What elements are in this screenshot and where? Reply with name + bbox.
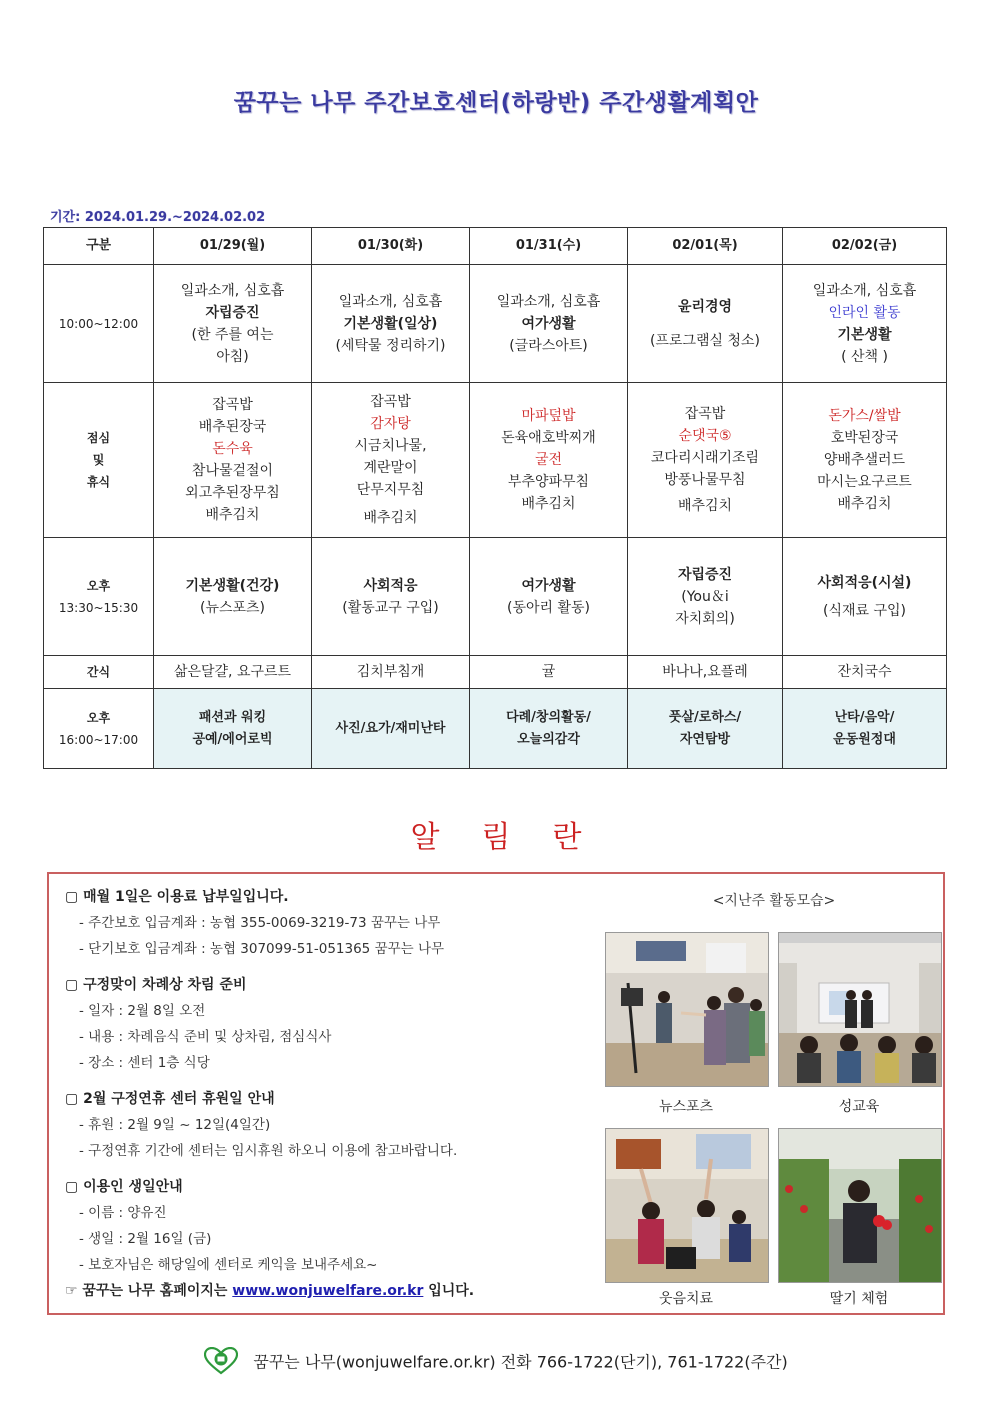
cell-line: 다례/창의활동/ — [506, 709, 591, 725]
snack-fri: 잔치국수 — [783, 656, 947, 689]
cell-line: 기본생활 — [837, 326, 892, 343]
cell-line: (You＆i — [681, 588, 729, 605]
page-title: 꿈꾸는 나무 주간보호센터(하랑반) 주간생활계획안 — [233, 90, 759, 116]
cell-line: 난타/음악/ — [834, 709, 895, 725]
notice-section — [65, 972, 605, 1076]
cell-line: 사회적응 — [363, 577, 418, 594]
cell-line: (활동교구 구입) — [342, 599, 439, 616]
notice-item: - 휴원 : 2월 9일 ~ 12일(4일간) — [79, 1117, 271, 1133]
lunch-mon — [154, 383, 312, 538]
photo-caption: 성교육 — [838, 1099, 880, 1115]
cell-line: ( 산책 ) — [841, 348, 888, 365]
cell-line: 마시는요구르트 — [817, 474, 912, 490]
header-thu: 02/01(목) — [628, 228, 783, 265]
cell-line: 코다리시래기조림 — [650, 450, 760, 466]
cell-line: 방풍나물무침 — [664, 472, 746, 488]
lunch-wed — [470, 383, 628, 538]
cell-line: 일과소개, 심호흡 — [338, 293, 443, 310]
afternoon2-thu — [628, 689, 783, 769]
cell-line: 공예/에어로빅 — [192, 731, 273, 747]
cell-line: 기본생활(일상) — [343, 315, 438, 332]
cell-line: 잡곡밥 — [212, 397, 253, 413]
afternoon1-label — [44, 538, 154, 656]
cell-line: (식재료 구입) — [823, 602, 906, 619]
homepage-suffix: 입니다. — [428, 1283, 475, 1299]
lunch-fri — [783, 383, 947, 538]
notice-item: - 보호자님은 해당일에 센터로 케익을 보내주세요~ — [79, 1257, 378, 1273]
cell-line: (프로그램실 청소) — [649, 332, 761, 349]
header-fri: 02/02(금) — [783, 228, 947, 265]
notice-heading: ▢ 매월 1일은 이용료 납부일입니다. — [65, 889, 289, 905]
header-wed: 01/31(수) — [470, 228, 628, 265]
photo-caption: 딸기 체험 — [829, 1291, 889, 1307]
homepage-prefix: ☞ 꿈꾸는 나무 홈페이지는 — [65, 1283, 228, 1299]
cell-line: 외고추된장무침 — [185, 485, 280, 501]
notice-section — [65, 884, 605, 962]
cell-line: 풋살/로하스/ — [668, 709, 742, 725]
cell-line: 13:30~15:30 — [58, 600, 139, 615]
cell-line: 기본생활(건강) — [185, 577, 280, 594]
afternoon2-row — [44, 689, 947, 769]
notice-item: - 일자 : 2월 8일 오전 — [79, 1003, 206, 1019]
photo-caption: 뉴스포츠 — [658, 1099, 714, 1115]
footer-text: 꿈꾸는 나무(wonjuwelfare.or.kr) 전화 766-1722(단기), 761-1722(주간) — [253, 1352, 788, 1372]
cell-line: 일과소개, 심호흡 — [496, 293, 601, 310]
snack-row — [44, 656, 947, 689]
cell-line: 사회적응(시설) — [817, 574, 912, 591]
cell-line: 운동원정대 — [833, 731, 896, 747]
homepage-line — [65, 1278, 605, 1304]
photo-strawberry — [778, 1128, 942, 1283]
cell-line: 배추된장국 — [198, 419, 267, 435]
header-mon: 01/29(월) — [154, 228, 312, 265]
cell-line: 부추양파무침 — [507, 474, 590, 490]
cell-line: 윤리경영 — [677, 298, 733, 315]
morning-fri — [783, 265, 947, 383]
photo-laughter — [605, 1128, 769, 1283]
notice-section — [65, 1086, 605, 1164]
cell-line: 돈수육 — [212, 441, 253, 457]
afternoon1-fri — [783, 538, 947, 656]
cell-line: 오후 — [86, 578, 111, 593]
snack-tue: 김치부침개 — [312, 656, 470, 689]
snack-wed: 귤 — [470, 656, 628, 689]
notice-item: - 이름 : 양유진 — [79, 1205, 167, 1221]
cell-line: 점심 — [86, 431, 111, 445]
notice-item: - 단기보호 입금계좌 : 농협 307099-51-051365 꿈꾸는 나무 — [79, 941, 445, 957]
cell-line: 인라인 활동 — [828, 304, 901, 321]
header-category: 구분 — [44, 228, 154, 265]
cell-line: 마파덮밥 — [521, 408, 576, 424]
snack-thu: 바나나,요플레 — [628, 656, 783, 689]
photo-caption: 웃음치료 — [658, 1291, 714, 1307]
cell-line: 잡곡밥 — [684, 406, 726, 422]
heart-logo-icon — [204, 1347, 238, 1379]
cell-line: 배추김치 — [521, 496, 576, 512]
cell-line: 양배추샐러드 — [823, 452, 906, 468]
notice-item: - 생일 : 2월 16일 (금) — [79, 1231, 212, 1247]
weekly-plan-table — [43, 227, 947, 769]
notice-section — [65, 1174, 605, 1278]
cell-line: 감자탕 — [370, 416, 411, 432]
afternoon2-tue — [312, 689, 470, 769]
photo-sexed — [778, 932, 942, 1087]
cell-line: 휴식 — [86, 475, 111, 489]
cell-line: 패션과 워킹 — [198, 709, 267, 725]
cell-line: (세탁물 정리하기) — [335, 337, 446, 354]
notice-heading: ▢ 2월 구정연휴 센터 휴원일 안내 — [65, 1091, 275, 1107]
cell-line: 여가생활 — [521, 577, 576, 594]
notice-item: - 구정연휴 기간에 센터는 임시휴원 하오니 이용에 참고바랍니다. — [79, 1143, 458, 1159]
cell-line: (글라스아트) — [509, 337, 588, 354]
notice-item: - 주간보호 입금계좌 : 농협 355-0069-3219-73 꿈꾸는 나무 — [79, 915, 441, 931]
cell-line: 배추김치 — [837, 496, 892, 512]
snack-label: 간식 — [44, 656, 154, 689]
cell-line: 시금치나물, — [354, 438, 427, 454]
header-tue: 01/30(화) — [312, 228, 470, 265]
morning-label: 10:00~12:00 — [44, 265, 154, 383]
afternoon1-thu — [628, 538, 783, 656]
cell-line: 오늘의감각 — [517, 731, 580, 747]
cell-line: 자립증진 — [677, 566, 733, 583]
afternoon1-row — [44, 538, 947, 656]
period-label: 기간: 2024.01.29.~2024.02.02 — [50, 210, 266, 225]
cell-line: (한 주를 여는 — [191, 326, 274, 343]
cell-line: 배추김치 — [677, 498, 733, 514]
gallery-title: <지난주 활동모습> — [712, 893, 836, 909]
cell-line: 배추김치 — [363, 510, 418, 526]
cell-line: 여가생활 — [521, 315, 576, 332]
morning-thu — [628, 265, 783, 383]
cell-line: 배추김치 — [205, 507, 260, 523]
lunch-tue — [312, 383, 470, 538]
cell-line: 아침) — [216, 348, 249, 365]
cell-line: 일과소개, 심호흡 — [180, 282, 285, 299]
notice-list — [65, 884, 605, 1304]
footer — [0, 1347, 992, 1379]
afternoon1-mon — [154, 538, 312, 656]
afternoon1-wed — [470, 538, 628, 656]
lunch-row — [44, 383, 947, 538]
notice-item: - 장소 : 센터 1층 식당 — [79, 1055, 210, 1071]
afternoon2-wed — [470, 689, 628, 769]
afternoon2-label — [44, 689, 154, 769]
cell-line: 및 — [92, 453, 105, 467]
notice-item: - 내용 : 차례음식 준비 및 상차림, 점심식사 — [79, 1029, 332, 1045]
lunch-label — [44, 383, 154, 538]
cell-line: 자립증진 — [205, 304, 260, 321]
cell-line: 돈가스/쌀밥 — [828, 408, 901, 424]
notice-title: 알림란 — [410, 820, 624, 855]
snack-mon: 삶은달걀, 요구르트 — [154, 656, 312, 689]
cell-line: 잡곡밥 — [370, 394, 411, 410]
morning-wed — [470, 265, 628, 383]
homepage-link[interactable]: www.wonjuwelfare.or.kr — [232, 1283, 424, 1299]
cell-line: (동아리 활동) — [507, 599, 590, 616]
header-row — [44, 228, 947, 265]
cell-line: 오후 — [86, 710, 111, 725]
afternoon2-mon — [154, 689, 312, 769]
afternoon2-fri — [783, 689, 947, 769]
cell-line: 일과소개, 심호흡 — [812, 282, 917, 299]
photo-newsports — [605, 932, 769, 1087]
cell-line: 단무지무침 — [356, 482, 425, 498]
morning-tue — [312, 265, 470, 383]
notice-heading: ▢ 구정맞이 차례상 차림 준비 — [65, 977, 247, 993]
cell-line: 계란말이 — [363, 460, 418, 476]
cell-line: 자치회의) — [675, 610, 735, 627]
cell-line: 사진/요가/재미난타 — [335, 720, 446, 736]
morning-mon — [154, 265, 312, 383]
cell-line: 16:00~17:00 — [58, 732, 139, 747]
cell-line: 순댓국⑤ — [678, 428, 732, 444]
lunch-thu — [628, 383, 783, 538]
cell-line: 호박된장국 — [830, 430, 899, 446]
cell-line: 자연탐방 — [679, 731, 731, 747]
cell-line: 돈육애호박찌개 — [501, 430, 596, 446]
cell-line: (뉴스포츠) — [199, 599, 266, 616]
morning-row — [44, 265, 947, 383]
cell-line: 굴전 — [534, 452, 563, 468]
notice-box — [47, 872, 945, 1315]
cell-line: 참나물겉절이 — [191, 463, 274, 479]
afternoon1-tue — [312, 538, 470, 656]
notice-heading: ▢ 이용인 생일안내 — [65, 1179, 183, 1195]
